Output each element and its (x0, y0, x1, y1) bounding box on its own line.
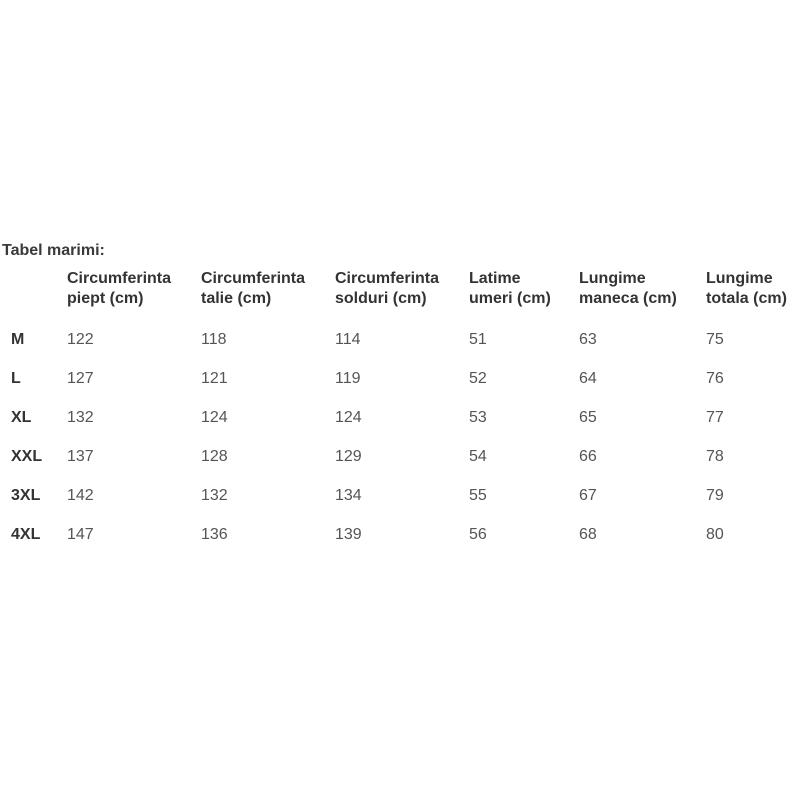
table-cell: 53 (469, 409, 487, 426)
table-cell: 118 (201, 331, 227, 348)
table-cell: 78 (706, 448, 724, 465)
header-line: talie (cm) (201, 290, 272, 307)
header-total-length (706, 269, 787, 309)
table-cell: 142 (67, 487, 94, 504)
table-row (0, 408, 800, 447)
table-cell: 80 (706, 526, 724, 543)
table-cell: 79 (706, 487, 724, 504)
header-line: umeri (cm) (469, 290, 551, 307)
table-cell: 56 (469, 526, 487, 543)
table-cell: 65 (579, 409, 597, 426)
table-row (0, 447, 800, 486)
table-cell: 54 (469, 448, 487, 465)
header-line: Latime (469, 270, 521, 287)
size-label: 4XL (11, 526, 41, 543)
table-cell: 52 (469, 370, 487, 387)
table-cell: 66 (579, 448, 597, 465)
table-cell: 134 (335, 487, 362, 504)
header-line: maneca (cm) (579, 290, 677, 307)
header-line: Lungime (706, 270, 773, 287)
header-line: solduri (cm) (335, 290, 427, 307)
table-row (0, 486, 800, 525)
header-line: Circumferinta (67, 270, 172, 287)
table-cell: 129 (335, 448, 362, 465)
table-cell: 75 (706, 331, 724, 348)
header-line: piept (cm) (67, 290, 144, 307)
table-cell: 67 (579, 487, 597, 504)
header-line: totala (cm) (706, 290, 787, 307)
table-cell: 124 (201, 409, 228, 426)
table-cell: 63 (579, 331, 597, 348)
header-chest-circumference (67, 269, 171, 309)
header-waist-circumference (201, 269, 305, 309)
table-cell: 127 (67, 370, 94, 387)
table-cell: 121 (201, 370, 228, 387)
table-cell: 64 (579, 370, 597, 387)
page-title: Tabel marimi: (2, 242, 105, 259)
table-cell: 137 (67, 448, 94, 465)
header-hip-circumference (335, 269, 439, 309)
table-row (0, 525, 800, 564)
table-cell: 55 (469, 487, 487, 504)
table-cell: 128 (201, 448, 228, 465)
size-table (0, 269, 800, 569)
size-label: 3XL (11, 487, 41, 504)
header-line: Lungime (579, 270, 646, 287)
header-line: Circumferinta (201, 270, 306, 287)
table-cell: 51 (469, 331, 487, 348)
table-cell: 119 (335, 370, 361, 387)
size-label: M (11, 331, 25, 348)
header-line: Circumferinta (335, 270, 440, 287)
table-cell: 122 (67, 331, 94, 348)
table-cell: 139 (335, 526, 362, 543)
table-cell: 136 (201, 526, 228, 543)
header-shoulder-width (469, 269, 551, 309)
table-cell: 132 (67, 409, 94, 426)
table-cell: 76 (706, 370, 724, 387)
table-cell: 124 (335, 409, 362, 426)
table-cell: 147 (67, 526, 94, 543)
table-row (0, 369, 800, 408)
header-sleeve-length (579, 269, 677, 309)
table-row (0, 330, 800, 369)
table-cell: 77 (706, 409, 724, 426)
table-cell: 68 (579, 526, 597, 543)
size-label: XL (11, 409, 32, 426)
size-label: L (11, 370, 21, 387)
size-label: XXL (11, 448, 43, 465)
table-cell: 114 (335, 331, 361, 348)
table-cell: 132 (201, 487, 228, 504)
